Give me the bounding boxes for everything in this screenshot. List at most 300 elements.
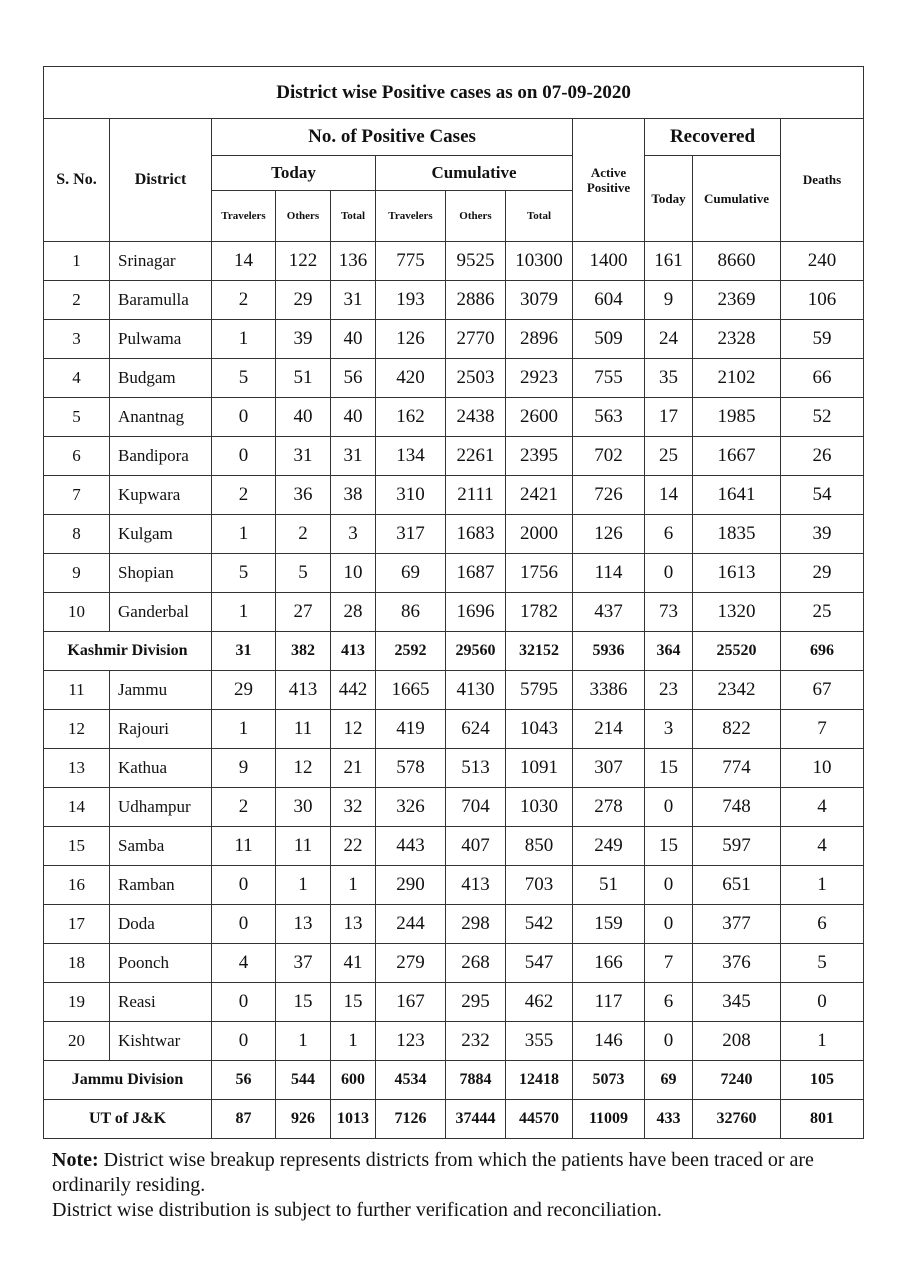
cell-sno: 15: [44, 827, 110, 866]
cell-today-travelers: 0: [212, 983, 276, 1022]
cell-cumulative-travelers: 69: [376, 554, 446, 593]
cell-cumulative-others: 624: [446, 710, 506, 749]
cell-today-others: 1: [276, 866, 331, 905]
cell-today-others: 27: [276, 593, 331, 632]
cell-cumulative-total: 1091: [506, 749, 573, 788]
cell-today-others: 15: [276, 983, 331, 1022]
cell-today-total: 22: [331, 827, 376, 866]
cell-today-others: 122: [276, 242, 331, 281]
ut-total-row-today-total: 1013: [331, 1100, 376, 1139]
cell-sno: 12: [44, 710, 110, 749]
cell-recovered-cumulative: 1641: [693, 476, 781, 515]
cell-active-positive: 278: [573, 788, 645, 827]
cell-district: Kulgam: [110, 515, 212, 554]
cell-cumulative-others: 2503: [446, 359, 506, 398]
header-recovered-cumulative: Cumulative: [693, 156, 781, 242]
cell-sno: 1: [44, 242, 110, 281]
cell-recovered-today: 35: [645, 359, 693, 398]
table-row: [44, 320, 864, 359]
cell-cumulative-travelers: 1665: [376, 671, 446, 710]
cell-sno: 19: [44, 983, 110, 1022]
cell-recovered-today: 0: [645, 1022, 693, 1061]
cell-today-travelers: 1: [212, 515, 276, 554]
cell-today-others: 36: [276, 476, 331, 515]
cell-cumulative-total: 2896: [506, 320, 573, 359]
cell-recovered-today: 3: [645, 710, 693, 749]
kashmir-division-total-row-cumulative-total: 32152: [506, 632, 573, 671]
cell-cumulative-total: 1782: [506, 593, 573, 632]
cell-today-travelers: 11: [212, 827, 276, 866]
cell-today-travelers: 1: [212, 593, 276, 632]
cell-cumulative-others: 704: [446, 788, 506, 827]
cell-today-total: 10: [331, 554, 376, 593]
cell-deaths: 59: [781, 320, 864, 359]
cell-cumulative-total: 355: [506, 1022, 573, 1061]
table-row: [44, 866, 864, 905]
cell-today-others: 413: [276, 671, 331, 710]
kashmir-division-total-row-cumulative-travelers: 2592: [376, 632, 446, 671]
header-today-others: Others: [276, 191, 331, 242]
cell-recovered-today: 0: [645, 905, 693, 944]
cell-district: Reasi: [110, 983, 212, 1022]
cell-cumulative-others: 4130: [446, 671, 506, 710]
cell-recovered-today: 15: [645, 827, 693, 866]
cell-recovered-cumulative: 1835: [693, 515, 781, 554]
cell-sno: 3: [44, 320, 110, 359]
jammu-division-total-row-active-positive: 5073: [573, 1061, 645, 1100]
cell-cumulative-travelers: 326: [376, 788, 446, 827]
cell-recovered-cumulative: 2342: [693, 671, 781, 710]
table-title: District wise Positive cases as on 07-09-2020: [44, 67, 864, 119]
cell-cumulative-travelers: 126: [376, 320, 446, 359]
table-row: [44, 515, 864, 554]
header-today: Today: [212, 156, 376, 191]
cell-today-travelers: 2: [212, 788, 276, 827]
jammu-division-total-row-recovered-today: 69: [645, 1061, 693, 1100]
cell-district: Pulwama: [110, 320, 212, 359]
cell-active-positive: 437: [573, 593, 645, 632]
cell-recovered-cumulative: 8660: [693, 242, 781, 281]
cell-recovered-cumulative: 1320: [693, 593, 781, 632]
ut-total-row: [44, 1100, 864, 1139]
cell-today-others: 13: [276, 905, 331, 944]
cell-district: Srinagar: [110, 242, 212, 281]
table-row: [44, 554, 864, 593]
cell-deaths: 25: [781, 593, 864, 632]
cell-today-total: 15: [331, 983, 376, 1022]
cell-cumulative-total: 10300: [506, 242, 573, 281]
cell-cumulative-total: 2600: [506, 398, 573, 437]
cell-today-total: 32: [331, 788, 376, 827]
cell-deaths: 52: [781, 398, 864, 437]
cell-recovered-today: 25: [645, 437, 693, 476]
cell-sno: 13: [44, 749, 110, 788]
cell-today-total: 56: [331, 359, 376, 398]
cell-cumulative-others: 2111: [446, 476, 506, 515]
cell-recovered-today: 73: [645, 593, 693, 632]
note-label: Note:: [52, 1149, 99, 1171]
cell-recovered-today: 7: [645, 944, 693, 983]
ut-total-row-recovered-cumulative: 32760: [693, 1100, 781, 1139]
header-sno: S. No.: [44, 119, 110, 242]
cell-recovered-cumulative: 774: [693, 749, 781, 788]
cell-active-positive: 604: [573, 281, 645, 320]
table-row: [44, 788, 864, 827]
ut-total-row-cumulative-others: 37444: [446, 1100, 506, 1139]
cell-cumulative-total: 2395: [506, 437, 573, 476]
cell-recovered-today: 15: [645, 749, 693, 788]
cell-cumulative-travelers: 775: [376, 242, 446, 281]
cell-cumulative-total: 703: [506, 866, 573, 905]
cell-cumulative-others: 2770: [446, 320, 506, 359]
table-row: [44, 1022, 864, 1061]
cell-today-total: 21: [331, 749, 376, 788]
note-line-2: District wise distribution is subject to further verification and reconciliation.: [52, 1199, 662, 1221]
cell-today-total: 136: [331, 242, 376, 281]
kashmir-division-total-row-deaths: 696: [781, 632, 864, 671]
cell-cumulative-total: 1756: [506, 554, 573, 593]
cell-today-total: 28: [331, 593, 376, 632]
kashmir-division-total-row-today-travelers: 31: [212, 632, 276, 671]
jammu-division-total-row: [44, 1061, 864, 1100]
cell-today-travelers: 0: [212, 398, 276, 437]
cell-cumulative-others: 2886: [446, 281, 506, 320]
cell-recovered-cumulative: 377: [693, 905, 781, 944]
header-recovered-today: Today: [645, 156, 693, 242]
cell-cumulative-travelers: 443: [376, 827, 446, 866]
cell-today-travelers: 5: [212, 359, 276, 398]
cell-sno: 11: [44, 671, 110, 710]
cell-today-others: 2: [276, 515, 331, 554]
cell-cumulative-total: 462: [506, 983, 573, 1022]
cell-district: Kupwara: [110, 476, 212, 515]
cell-sno: 2: [44, 281, 110, 320]
cell-active-positive: 3386: [573, 671, 645, 710]
cell-today-travelers: 9: [212, 749, 276, 788]
cell-cumulative-travelers: 244: [376, 905, 446, 944]
cell-deaths: 1: [781, 866, 864, 905]
cell-recovered-today: 9: [645, 281, 693, 320]
cell-sno: 6: [44, 437, 110, 476]
cell-recovered-today: 0: [645, 788, 693, 827]
header-today-total: Total: [331, 191, 376, 242]
cell-deaths: 54: [781, 476, 864, 515]
cell-recovered-today: 24: [645, 320, 693, 359]
cell-active-positive: 114: [573, 554, 645, 593]
table-row: [44, 827, 864, 866]
table-row: [44, 593, 864, 632]
cell-active-positive: 126: [573, 515, 645, 554]
cell-sno: 5: [44, 398, 110, 437]
jammu-division-total-row-deaths: 105: [781, 1061, 864, 1100]
table-row: [44, 749, 864, 788]
cell-cumulative-others: 513: [446, 749, 506, 788]
cell-today-total: 40: [331, 398, 376, 437]
cell-deaths: 5: [781, 944, 864, 983]
cell-today-total: 3: [331, 515, 376, 554]
kashmir-division-total-row-cumulative-others: 29560: [446, 632, 506, 671]
ut-total-row-cumulative-travelers: 7126: [376, 1100, 446, 1139]
kashmir-division-total-row-recovered-today: 364: [645, 632, 693, 671]
cell-today-travelers: 0: [212, 905, 276, 944]
table-row: [44, 983, 864, 1022]
table-row: [44, 359, 864, 398]
cell-district: Jammu: [110, 671, 212, 710]
cell-cumulative-others: 298: [446, 905, 506, 944]
jammu-division-total-row-recovered-cumulative: 7240: [693, 1061, 781, 1100]
cell-today-total: 31: [331, 437, 376, 476]
cell-cumulative-total: 1030: [506, 788, 573, 827]
cell-district: Rajouri: [110, 710, 212, 749]
cell-cumulative-others: 1687: [446, 554, 506, 593]
cell-active-positive: 563: [573, 398, 645, 437]
cell-cumulative-travelers: 419: [376, 710, 446, 749]
note-line-1: [52, 1148, 862, 1198]
cell-sno: 4: [44, 359, 110, 398]
table-row: [44, 476, 864, 515]
cell-sno: 20: [44, 1022, 110, 1061]
cell-recovered-today: 14: [645, 476, 693, 515]
cell-recovered-cumulative: 1667: [693, 437, 781, 476]
ut-total-row-deaths: 801: [781, 1100, 864, 1139]
cell-today-others: 11: [276, 827, 331, 866]
cell-recovered-cumulative: 651: [693, 866, 781, 905]
cell-deaths: 7: [781, 710, 864, 749]
cell-active-positive: 117: [573, 983, 645, 1022]
table-row: [44, 398, 864, 437]
cell-deaths: 106: [781, 281, 864, 320]
table-row: [44, 281, 864, 320]
cell-today-others: 12: [276, 749, 331, 788]
cell-cumulative-total: 542: [506, 905, 573, 944]
kashmir-division-total-row: [44, 632, 864, 671]
cell-today-travelers: 2: [212, 476, 276, 515]
table-body: [44, 242, 864, 1139]
cell-today-total: 1: [331, 866, 376, 905]
cell-district: Ganderbal: [110, 593, 212, 632]
cell-cumulative-travelers: 134: [376, 437, 446, 476]
district-cases-table: [43, 66, 864, 1139]
table-row: [44, 710, 864, 749]
cell-cumulative-others: 9525: [446, 242, 506, 281]
cell-today-travelers: 4: [212, 944, 276, 983]
cell-cumulative-others: 1683: [446, 515, 506, 554]
cell-today-travelers: 0: [212, 866, 276, 905]
header-deaths: Deaths: [781, 119, 864, 242]
cell-deaths: 26: [781, 437, 864, 476]
cell-active-positive: 509: [573, 320, 645, 359]
cell-deaths: 4: [781, 827, 864, 866]
kashmir-division-total-row-label: Kashmir Division: [44, 632, 212, 671]
cell-cumulative-travelers: 193: [376, 281, 446, 320]
cell-sno: 9: [44, 554, 110, 593]
cell-district: Bandipora: [110, 437, 212, 476]
cell-recovered-cumulative: 345: [693, 983, 781, 1022]
cell-sno: 8: [44, 515, 110, 554]
cell-active-positive: 702: [573, 437, 645, 476]
cell-deaths: 1: [781, 1022, 864, 1061]
cell-cumulative-travelers: 317: [376, 515, 446, 554]
kashmir-division-total-row-today-total: 413: [331, 632, 376, 671]
cell-active-positive: 214: [573, 710, 645, 749]
cell-today-others: 31: [276, 437, 331, 476]
cell-active-positive: 146: [573, 1022, 645, 1061]
header-positive-cases: No. of Positive Cases: [212, 119, 573, 156]
cell-today-total: 1: [331, 1022, 376, 1061]
cell-today-others: 51: [276, 359, 331, 398]
cell-today-travelers: 0: [212, 1022, 276, 1061]
cell-district: Baramulla: [110, 281, 212, 320]
cell-active-positive: 307: [573, 749, 645, 788]
table-row: [44, 905, 864, 944]
cell-active-positive: 159: [573, 905, 645, 944]
cell-cumulative-travelers: 167: [376, 983, 446, 1022]
cell-sno: 10: [44, 593, 110, 632]
cell-cumulative-total: 2421: [506, 476, 573, 515]
cell-today-travelers: 1: [212, 320, 276, 359]
cell-cumulative-others: 2438: [446, 398, 506, 437]
cell-active-positive: 1400: [573, 242, 645, 281]
cell-district: Kathua: [110, 749, 212, 788]
cell-today-others: 11: [276, 710, 331, 749]
cell-district: Doda: [110, 905, 212, 944]
cell-today-total: 442: [331, 671, 376, 710]
cell-cumulative-travelers: 86: [376, 593, 446, 632]
cell-cumulative-travelers: 123: [376, 1022, 446, 1061]
cell-deaths: 0: [781, 983, 864, 1022]
cell-district: Ramban: [110, 866, 212, 905]
cell-active-positive: 249: [573, 827, 645, 866]
cell-district: Poonch: [110, 944, 212, 983]
cell-cumulative-travelers: 279: [376, 944, 446, 983]
cell-cumulative-others: 295: [446, 983, 506, 1022]
cell-cumulative-travelers: 420: [376, 359, 446, 398]
cell-cumulative-others: 232: [446, 1022, 506, 1061]
cell-today-others: 40: [276, 398, 331, 437]
cell-cumulative-others: 407: [446, 827, 506, 866]
table-row: [44, 671, 864, 710]
cell-recovered-today: 6: [645, 983, 693, 1022]
cell-recovered-today: 0: [645, 554, 693, 593]
cell-cumulative-total: 850: [506, 827, 573, 866]
cell-today-total: 31: [331, 281, 376, 320]
jammu-division-total-row-today-travelers: 56: [212, 1061, 276, 1100]
cell-cumulative-travelers: 162: [376, 398, 446, 437]
header-cumulative-others: Others: [446, 191, 506, 242]
cell-today-travelers: 2: [212, 281, 276, 320]
cell-deaths: 4: [781, 788, 864, 827]
cell-today-others: 30: [276, 788, 331, 827]
ut-total-row-today-travelers: 87: [212, 1100, 276, 1139]
cell-cumulative-travelers: 578: [376, 749, 446, 788]
jammu-division-total-row-cumulative-travelers: 4534: [376, 1061, 446, 1100]
cell-recovered-cumulative: 1985: [693, 398, 781, 437]
cell-cumulative-travelers: 290: [376, 866, 446, 905]
header-today-travelers: Travelers: [212, 191, 276, 242]
table-row: [44, 437, 864, 476]
cell-active-positive: 726: [573, 476, 645, 515]
cell-today-total: 41: [331, 944, 376, 983]
table-header: [44, 67, 864, 242]
cell-cumulative-others: 268: [446, 944, 506, 983]
cell-cumulative-others: 2261: [446, 437, 506, 476]
cell-cumulative-others: 413: [446, 866, 506, 905]
cell-deaths: 240: [781, 242, 864, 281]
jammu-division-total-row-cumulative-others: 7884: [446, 1061, 506, 1100]
cell-today-total: 13: [331, 905, 376, 944]
cell-today-others: 1: [276, 1022, 331, 1061]
cell-cumulative-total: 2923: [506, 359, 573, 398]
cell-recovered-cumulative: 597: [693, 827, 781, 866]
ut-total-row-recovered-today: 433: [645, 1100, 693, 1139]
cell-cumulative-travelers: 310: [376, 476, 446, 515]
cell-recovered-cumulative: 822: [693, 710, 781, 749]
cell-today-travelers: 5: [212, 554, 276, 593]
header-active-positive: Active Positive: [573, 119, 645, 242]
header-cumulative: Cumulative: [376, 156, 573, 191]
header-district: District: [110, 119, 212, 242]
cell-district: Udhampur: [110, 788, 212, 827]
ut-total-row-today-others: 926: [276, 1100, 331, 1139]
cell-sno: 7: [44, 476, 110, 515]
cell-cumulative-total: 5795: [506, 671, 573, 710]
cell-sno: 16: [44, 866, 110, 905]
cell-sno: 14: [44, 788, 110, 827]
cell-cumulative-total: 3079: [506, 281, 573, 320]
kashmir-division-total-row-today-others: 382: [276, 632, 331, 671]
cell-active-positive: 166: [573, 944, 645, 983]
cell-cumulative-total: 547: [506, 944, 573, 983]
district-cases-sheet: [43, 66, 863, 1139]
cell-recovered-today: 0: [645, 866, 693, 905]
cell-recovered-today: 6: [645, 515, 693, 554]
cell-today-others: 37: [276, 944, 331, 983]
jammu-division-total-row-cumulative-total: 12418: [506, 1061, 573, 1100]
ut-total-row-label: UT of J&K: [44, 1100, 212, 1139]
cell-today-travelers: 29: [212, 671, 276, 710]
ut-total-row-active-positive: 11009: [573, 1100, 645, 1139]
notes: [52, 1148, 862, 1223]
kashmir-division-total-row-recovered-cumulative: 25520: [693, 632, 781, 671]
jammu-division-total-row-label: Jammu Division: [44, 1061, 212, 1100]
header-recovered: Recovered: [645, 119, 781, 156]
cell-today-others: 29: [276, 281, 331, 320]
cell-today-total: 38: [331, 476, 376, 515]
cell-recovered-cumulative: 2328: [693, 320, 781, 359]
cell-today-travelers: 1: [212, 710, 276, 749]
cell-recovered-cumulative: 376: [693, 944, 781, 983]
cell-deaths: 29: [781, 554, 864, 593]
cell-recovered-today: 161: [645, 242, 693, 281]
table-row: [44, 242, 864, 281]
header-cumulative-total: Total: [506, 191, 573, 242]
cell-today-others: 5: [276, 554, 331, 593]
kashmir-division-total-row-active-positive: 5936: [573, 632, 645, 671]
cell-deaths: 6: [781, 905, 864, 944]
cell-recovered-cumulative: 1613: [693, 554, 781, 593]
cell-district: Shopian: [110, 554, 212, 593]
cell-recovered-cumulative: 208: [693, 1022, 781, 1061]
cell-recovered-cumulative: 2102: [693, 359, 781, 398]
cell-deaths: 67: [781, 671, 864, 710]
cell-recovered-today: 17: [645, 398, 693, 437]
cell-today-total: 40: [331, 320, 376, 359]
cell-today-total: 12: [331, 710, 376, 749]
cell-cumulative-total: 1043: [506, 710, 573, 749]
cell-district: Samba: [110, 827, 212, 866]
cell-recovered-cumulative: 748: [693, 788, 781, 827]
cell-deaths: 39: [781, 515, 864, 554]
